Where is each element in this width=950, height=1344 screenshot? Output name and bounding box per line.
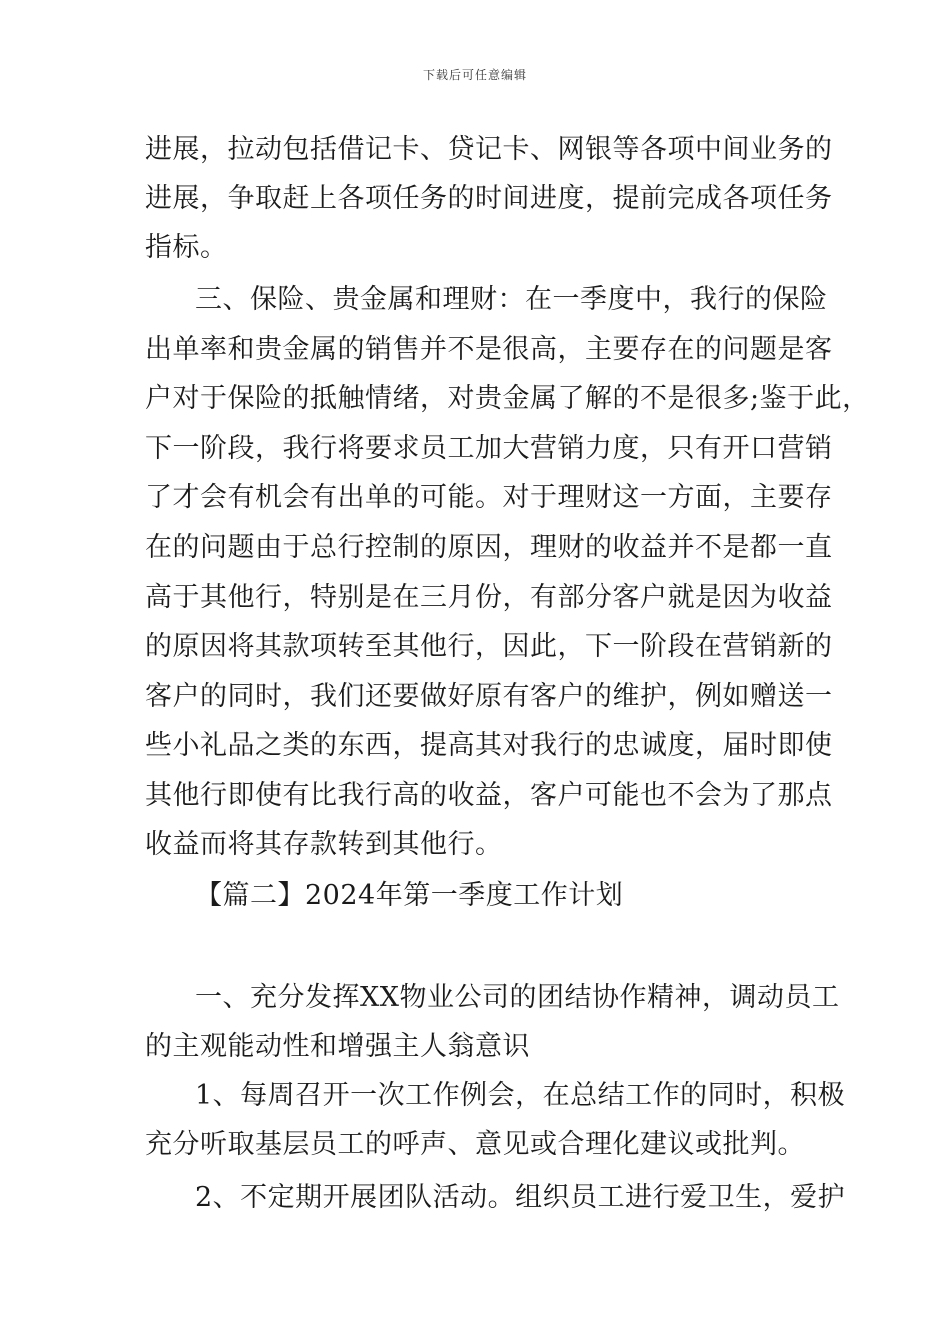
paragraph-line: 客户的同时，我们还要做好原有客户的维护，例如赠送一 <box>145 681 833 712</box>
paragraph-line: 些小礼品之类的东西，提高其对我行的忠诚度，届时即使 <box>145 730 833 761</box>
paragraph-line: 进展，拉动包括借记卡、贷记卡、网银等各项中间业务的 <box>145 134 833 165</box>
paragraph-line: 收益而将其存款转到其他行。 <box>145 829 503 860</box>
paragraph-line: 出单率和贵金属的销售并不是很高，主要存在的问题是客 <box>145 334 833 365</box>
paragraph-line: 高于其他行，特别是在三月份，有部分客户就是因为收益 <box>145 582 833 613</box>
paragraph-line: 三、保险、贵金属和理财：在一季度中，我行的保险 <box>195 284 828 315</box>
paragraph-line: 下一阶段，我行将要求员工加大营销力度，只有开口营销 <box>145 433 833 464</box>
paragraph-line: 指标。 <box>145 232 228 263</box>
paragraph-line: 了才会有机会有出单的可能。对于理财这一方面，主要存 <box>145 482 833 513</box>
paragraph-line: 进展，争取赶上各项任务的时间进度，提前完成各项任务 <box>145 183 833 214</box>
header-note: 下载后可任意编辑 <box>422 68 527 82</box>
paragraph-line: 2、不定期开展团队活动。组织员工进行爱卫生，爱护 <box>195 1182 846 1213</box>
paragraph-line: 1、每周召开一次工作例会，在总结工作的同时，积极 <box>195 1080 846 1111</box>
paragraph-line: 一、充分发挥XX物业公司的团结协作精神，调动员工 <box>195 982 840 1013</box>
paragraph-line: 充分听取基层员工的呼声、意见或合理化建议或批判。 <box>145 1129 805 1160</box>
paragraph-line: 的主观能动性和增强主人翁意识 <box>145 1031 530 1062</box>
paragraph-line: 的原因将其款项转至其他行，因此，下一阶段在营销新的 <box>145 631 833 662</box>
paragraph-line: 在的问题由于总行控制的原因，理财的收益并不是都一直 <box>145 532 833 563</box>
paragraph-line: 户对于保险的抵触情绪，对贵金属了解的不是很多;鉴于此， <box>145 383 870 414</box>
section-heading: 【篇二】2024年第一季度工作计划 <box>195 880 624 911</box>
paragraph-line: 其他行即使有比我行高的收益，客户可能也不会为了那点 <box>145 780 833 811</box>
